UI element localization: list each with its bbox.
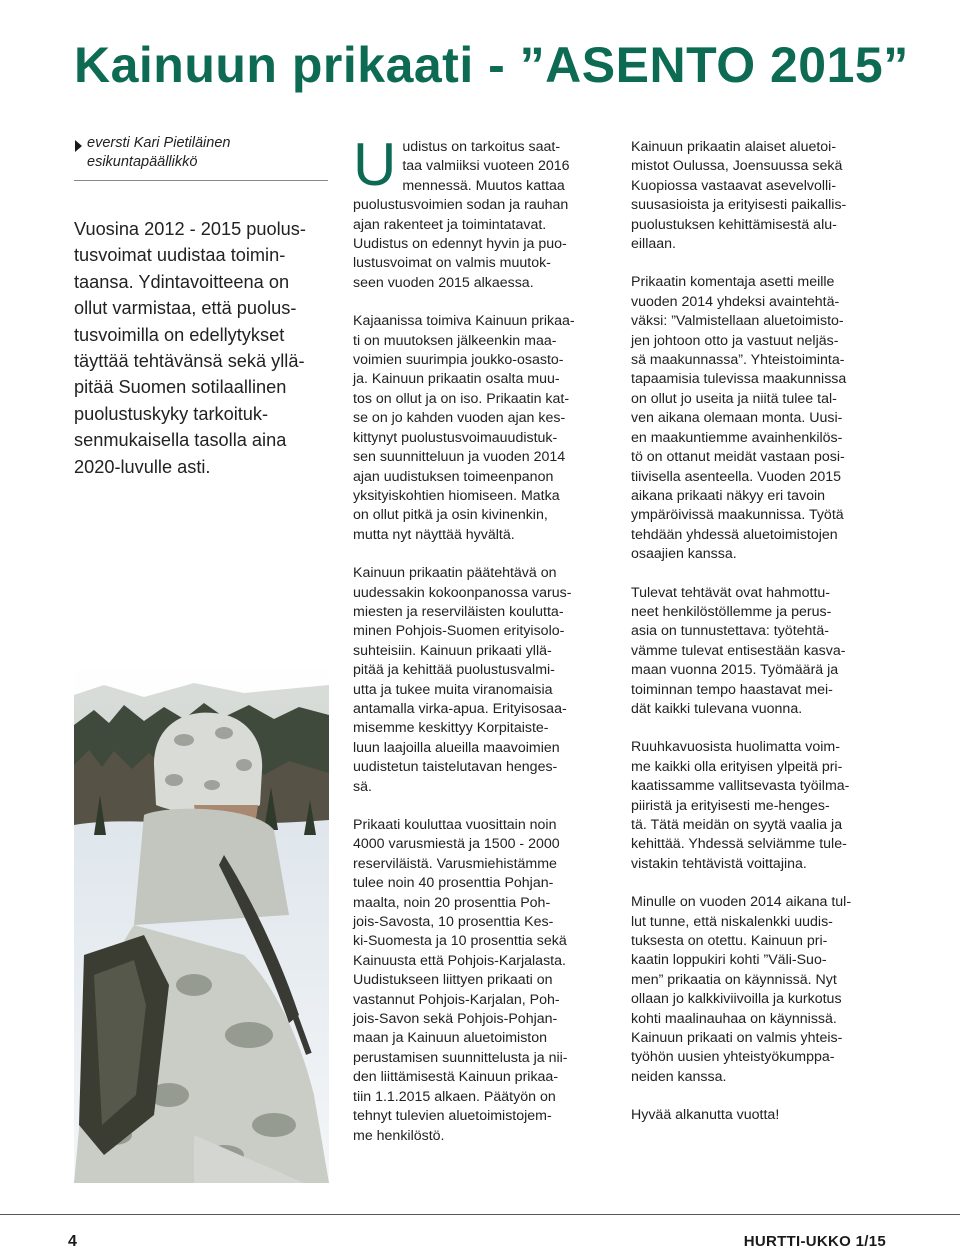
text-line: puolustusvoimien sodan ja rauhan <box>353 197 569 214</box>
text-line: eillaan. <box>631 236 676 253</box>
text-line: den liittämisestä Kainuun prikaa- <box>353 1069 559 1086</box>
text-line: sä maakunnassa”. Yhteistoiminta- <box>631 352 845 369</box>
footer-divider <box>0 1214 960 1215</box>
text-line: ki-Suomesta ja 10 prosenttia sekä <box>353 933 567 950</box>
text-line: yksityiskohtien hiomiseen. Matka <box>353 487 560 504</box>
text-line: ollaan jo kalkkiviivoilla ja kurkotus <box>631 991 842 1008</box>
text-line: antamalla virka-apua. Erityisosaa- <box>353 700 567 717</box>
paragraph <box>353 312 609 545</box>
text-line: minen Pohjois-Suomen erityisolo- <box>353 623 565 640</box>
byline-role: esikuntapäällikkö <box>87 154 198 170</box>
lead-line: 2020-luvulle asti. <box>74 456 211 477</box>
text-line: sen suunnitteluun ja vuoden 2014 <box>353 449 566 466</box>
text-line: lut tunne, että niskalenkki uudis- <box>631 913 833 930</box>
paragraph-intro <box>353 131 609 293</box>
text-line: me henkilöstö. <box>353 1127 445 1144</box>
text-line: utta ja tukee muita viranomaisia <box>353 681 553 698</box>
text-line: neet henkilöstöllemme ja perus- <box>631 603 832 620</box>
text-line: Kainuun prikaatin alaiset aluetoi- <box>631 139 837 155</box>
text-line: tulee noin 40 prosenttia Pohjan- <box>353 875 554 892</box>
text-line: aikana prikaati näkyy eri tavoin <box>631 487 825 504</box>
text-line: reserviläistä. Varusmiehistämme <box>353 855 557 872</box>
lead-line: tusvoimilla on edellytykset <box>74 324 285 345</box>
text-line: ajan rakenteet ja toimintatavat. <box>353 216 547 233</box>
page-number: 4 <box>68 1233 77 1250</box>
text-line: Uudistus on edennyt hyvin ja puo- <box>353 236 567 253</box>
closing-line <box>631 1106 889 1125</box>
byline <box>74 134 328 181</box>
text-line: Ruuhkavuosista huolimatta voim- <box>631 739 840 756</box>
paragraph <box>631 738 889 874</box>
lead-line: Vuosina 2012 - 2015 puolus- <box>74 219 306 239</box>
text-line: Prikaati kouluttaa vuosittain noin <box>353 817 557 833</box>
text-line: mennessä. Muutos kattaa <box>402 177 565 194</box>
lead-line: taansa. Ydintavoitteena on <box>74 271 290 292</box>
text-line: misemme keskittyy Korpitaiste- <box>353 720 549 737</box>
text-line: Tulevat tehtävät ovat hahmottu- <box>631 584 830 601</box>
lead-line: puolustuskyky tarkoituk- <box>74 403 269 424</box>
text-line: ympäröivissä maakunnissa. Työtä <box>631 507 844 524</box>
text-line: Kainuusta että Pohjois-Karjalasta. <box>353 952 566 969</box>
column-3 <box>631 138 889 1145</box>
text-line: luun laajoilla alueilla maavoimien <box>353 739 560 756</box>
text-line: on ollut pitkä ja osin kivinenkin, <box>353 507 548 524</box>
magazine-issue: HURTTI-UKKO 1/15 <box>743 1233 886 1250</box>
text-line: pitää ja kehittää puolustusvalmi- <box>353 662 555 679</box>
text-line: neiden kanssa. <box>631 1068 727 1085</box>
text-line: suhteisiin. Kainuun prikaati yllä- <box>353 642 552 659</box>
text-line: jois-Savosta, 10 prosenttia Kes- <box>353 914 554 931</box>
text-line: tapaamisia tulevissa maakunnissa <box>631 371 847 388</box>
text-line: men” prikaatia on käynnissä. Nyt <box>631 971 837 988</box>
text-line: Minulle on vuoden 2014 aikana tul- <box>631 894 852 911</box>
text-line: kehittää. Yhdessä selviämme tule- <box>631 836 847 853</box>
text-line: maan vuonna 2015. Työmäärä ja <box>631 662 839 679</box>
text-line: sä. <box>353 778 372 795</box>
soldier-photo <box>74 655 329 1183</box>
text-line: jen johtoon otto ja vastuut neljäs- <box>631 332 839 349</box>
text-line: kaatin loppukiri kohti ”Väli-Suo- <box>631 952 827 969</box>
text-line: jois-Savon sekä Pohjois-Pohjan- <box>353 1011 558 1028</box>
text-line: kohti maalinauhaa on käynnissä. <box>631 1010 837 1027</box>
text-line: tö on ottanut meidät vastaan posi- <box>631 449 845 466</box>
text-line: lustusvoimat on valmis muutok- <box>353 255 551 272</box>
text-line: se on jo kahden vuoden ajan kes- <box>353 410 566 427</box>
article-title: Kainuun prikaati - ”ASENTO 2015” <box>74 37 909 93</box>
text-line: mutta nyt näyttää hyvältä. <box>353 526 515 543</box>
text-line: tuksesta on otettu. Kainuun pri- <box>631 933 828 950</box>
text-line: väksi: ”Valmistellaan aluetoimisto- <box>631 313 844 330</box>
text-line: suusasioista ja erityisesti paikallis- <box>631 197 847 214</box>
text-line: tos on ollut ja on iso. Prikaatin kat- <box>353 390 570 407</box>
text-line: työhön uusien yhteistyökumppa- <box>631 1049 835 1066</box>
text-line: maan ja Kainuun aluetoimiston <box>353 1030 548 1047</box>
text-line: taa valmiiksi vuoteen 2016 <box>402 158 570 175</box>
drop-cap: U <box>353 131 397 198</box>
text-line: Kuopiossa vastaavat asevelvolli- <box>631 177 837 194</box>
text-line: uudessakin kokoonpanossa varus- <box>353 584 572 601</box>
text-line: Kainuun prikaatin päätehtävä on <box>353 565 557 582</box>
column-2 <box>353 131 609 1165</box>
text-line: seen vuoden 2015 alkaessa. <box>353 274 534 291</box>
text-line: miesten ja reserviläisten koulutta- <box>353 603 564 620</box>
text-line: udistus on tarkoitus saat- <box>402 139 561 155</box>
paragraph <box>353 564 609 797</box>
text-line: tä. Tätä meidän on syytä vaalia ja <box>631 817 843 833</box>
text-line: tehnyt tulevien aluetoimistojem- <box>353 1108 552 1125</box>
paragraph <box>631 138 889 254</box>
text-line: kittynyt puolustusvoimauudistuk- <box>353 429 558 446</box>
text-line: vastannut Pohjois-Karjalan, Poh- <box>353 991 560 1008</box>
text-line: Hyvää alkanutta vuotta! <box>631 1107 780 1124</box>
text-line: mistot Oulussa, Joensuussa sekä <box>631 158 843 175</box>
text-line: puolustuksen kehittämisestä alu- <box>631 216 837 233</box>
text-line: on ollut jo useita ja niitä tulee tal- <box>631 390 837 407</box>
text-line: ja. Kainuun prikaatin osalta muu- <box>353 371 560 388</box>
text-line: Uudistukseen liittyen prikaati on <box>353 972 553 989</box>
text-line: 4000 varusmiestä ja 1500 - 2000 <box>353 836 560 853</box>
text-line: Kajaanissa toimiva Kainuun prikaa- <box>353 313 575 330</box>
text-line: Kainuun prikaati on valmis yhteis- <box>631 1030 843 1047</box>
lead-line: tusvoimat uudistaa toimin- <box>74 245 286 266</box>
text-line: ven aikana olemaan monta. Uusi- <box>631 410 843 427</box>
byline-bullet-icon <box>74 139 84 153</box>
text-line: en maakuntiemme avainhenkilös- <box>631 429 843 446</box>
text-line: perustamisen suunnittelusta ja nii- <box>353 1049 568 1066</box>
text-line: toiminnan tempo haastavat mei- <box>631 681 833 698</box>
text-line: me kaikki olla erityisen ylpeitä pri- <box>631 758 843 775</box>
text-line: piiristä ja erityisesti me-henges- <box>631 797 830 814</box>
text-line: dät kaikki tulevana vuonna. <box>631 700 803 717</box>
text-line: tiin 1.1.2015 alkaen. Päätyön on <box>353 1088 556 1105</box>
text-line: ti on muutoksen jälkeenkin maa- <box>353 332 557 349</box>
text-line: maalta, noin 20 prosenttia Poh- <box>353 894 551 911</box>
text-line: tehdään yhdessä aluetoimistojen <box>631 526 838 543</box>
text-line: vistakin tehtävistä voittajina. <box>631 855 807 872</box>
text-line: voimien suurimpia joukko-osasto- <box>353 352 564 369</box>
lead-line: täyttää tehtävänsä sekä yllä- <box>74 351 305 372</box>
text-line: uudistetun taistelutavan henges- <box>353 759 558 776</box>
text-line: vämme tulevat entisestään kasva- <box>631 642 846 659</box>
lead-line: ollut varmistaa, että puolus- <box>74 298 297 319</box>
lead-paragraph <box>74 216 330 480</box>
text-line: tiivisella asenteella. Vuoden 2015 <box>631 468 842 485</box>
lead-line: senmukaisella tasolla aina <box>74 430 287 451</box>
text-line: asia on tunnustettava: työtehtä- <box>631 623 829 640</box>
paragraph <box>631 584 889 720</box>
text-line: vuoden 2014 yhdeksi avaintehtä- <box>631 293 840 310</box>
paragraph <box>353 816 609 1146</box>
paragraph <box>631 273 889 564</box>
text-line: Prikaatin komentaja asetti meille <box>631 274 835 291</box>
text-line: ajan uudistuksen toimeenpanon <box>353 468 554 485</box>
text-line: osaajien kanssa. <box>631 546 737 563</box>
lead-line: pitää Suomen sotilaallinen <box>74 377 287 398</box>
text-line: kaatissamme vallitsevasta työilma- <box>631 778 850 795</box>
byline-name: eversti Kari Pietiläinen <box>87 135 231 151</box>
paragraph <box>631 893 889 1087</box>
